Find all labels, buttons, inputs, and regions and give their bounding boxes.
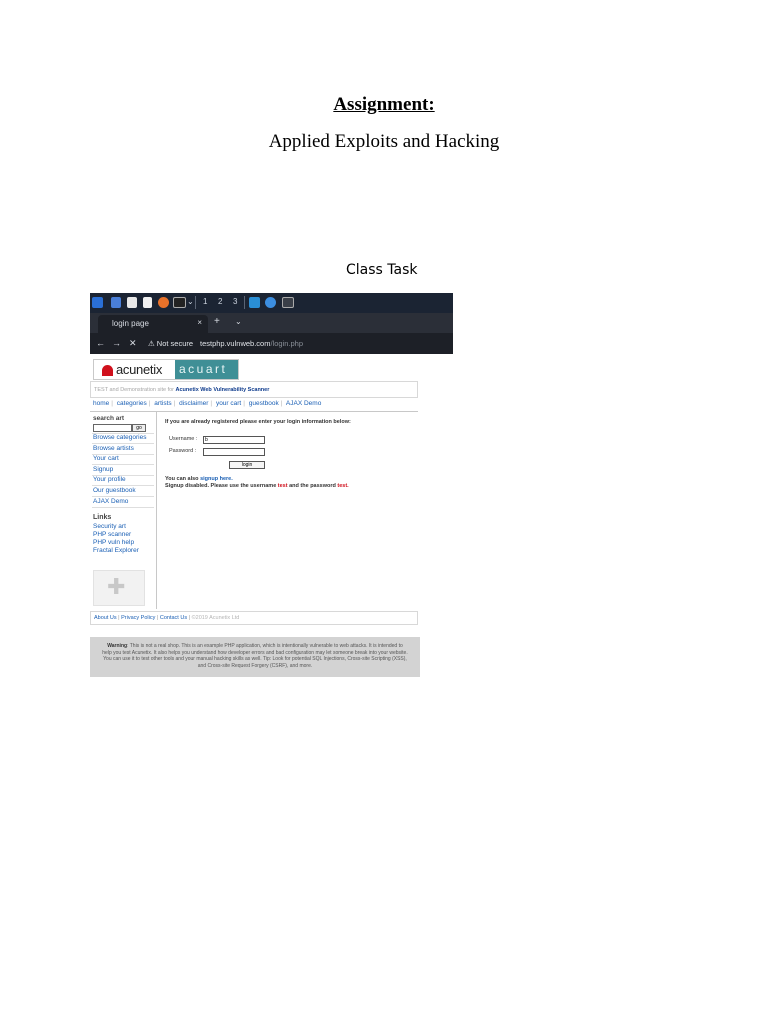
url-path: /login.php (270, 339, 303, 348)
login-message: If you are already registered please enter your login information below: (165, 419, 351, 425)
workspace-2[interactable]: 2 (218, 297, 223, 306)
tab-label: login page (112, 319, 149, 328)
logo-right-text: acuart (179, 362, 228, 376)
footer-copyright: ©2019 Acunetix Ltd (191, 615, 240, 621)
tagline-link[interactable]: Acunetix Web Vulnerability Scanner (175, 387, 270, 393)
stop-button[interactable]: ✕ (129, 338, 137, 348)
chevron-down-icon[interactable]: ⌄ (187, 297, 194, 306)
kali-menu-icon[interactable] (92, 297, 103, 308)
warning-text: : This is not a real shop. This is an example PHP application, which is intentionally vulnerable to web attacks. It is intended to help you test Acunetix. It also helps you understand how developer errors and bad configuration may let someone break into your website. You can use it to test other tools and your manual hacking skills as well. Tip: Look for potential SQL Injections, Cross-site Scripting (XSS), and Cross-site Request Forgery (CSRF), and more. (102, 643, 408, 669)
login-button[interactable]: login (229, 461, 265, 469)
test-password: test. (337, 483, 349, 489)
forward-button[interactable]: → (112, 338, 121, 348)
sidebar-item-browse-categories[interactable]: Browse categories (93, 434, 147, 441)
chromium-icon[interactable] (265, 297, 276, 308)
burp-icon[interactable] (249, 297, 260, 308)
back-button[interactable]: ← (96, 338, 105, 348)
search-input[interactable] (93, 424, 132, 432)
url-field[interactable] (200, 339, 303, 348)
username-field[interactable]: b (203, 436, 265, 444)
site-top-nav: home | categories | artists | disclaimer | your cart | guestbook | AJAX Demo (93, 400, 322, 407)
show-desktop-icon[interactable] (111, 297, 121, 308)
footer-contact-link[interactable]: Contact Us (159, 615, 188, 621)
panel-divider (244, 296, 245, 309)
web-page (90, 354, 453, 727)
warning-label: Warning (107, 643, 128, 649)
link-security-art[interactable]: Security art (93, 523, 126, 530)
site-footer: About Us | Privacy Policy | Contact Us | ©2019 Acunetix Ltd (90, 611, 418, 625)
workspace-3[interactable]: 3 (233, 297, 238, 306)
tagline-prefix: TEST and Demonstration site for (94, 387, 174, 393)
nav-disclaimer[interactable]: disclaimer (179, 400, 209, 407)
text-editor-icon[interactable] (143, 297, 152, 308)
file-manager-icon[interactable] (127, 297, 137, 308)
footer-about-link[interactable]: About Us (94, 615, 117, 621)
username-label: Username : (169, 436, 198, 442)
screenshot-tool-icon[interactable] (282, 297, 294, 308)
link-fractal-explorer[interactable]: Fractal Explorer (93, 547, 139, 554)
site-sidebar (90, 412, 157, 609)
divider (92, 464, 154, 465)
password-field[interactable] (203, 448, 265, 456)
acuart-logo (175, 360, 238, 379)
document-subtitle: Applied Exploits and Hacking (268, 131, 500, 152)
sidebar-item-browse-artists[interactable]: Browse artists (93, 445, 134, 452)
document-title: Assignment: (333, 94, 435, 115)
workspace-1[interactable]: 1 (203, 297, 208, 306)
desktop-panel (90, 293, 453, 313)
sidebar-item-ajax-demo[interactable]: AJAX Demo (93, 498, 129, 505)
new-tab-button[interactable]: + (214, 316, 220, 327)
nav-ajax-demo[interactable]: AJAX Demo (285, 400, 322, 407)
password-label: Password : (169, 448, 197, 454)
panel-divider (195, 296, 196, 309)
site-tagline (90, 381, 418, 398)
nav-artists[interactable]: artists (154, 400, 172, 407)
embedded-screenshot (90, 293, 453, 727)
sidebar-item-your-cart[interactable]: Your cart (93, 455, 119, 462)
plugin-placeholder (93, 570, 145, 606)
signup-disabled-note (165, 483, 349, 489)
acunetix-logo (94, 360, 174, 379)
divider (92, 496, 154, 497)
footer-privacy-link[interactable]: Privacy Policy (121, 615, 156, 621)
divider (92, 443, 154, 444)
sidebar-item-your-profile[interactable]: Your profile (93, 476, 126, 483)
sidebar-item-signup[interactable]: Signup (93, 466, 114, 473)
puzzle-piece-icon: ✚ (107, 574, 126, 599)
class-task-label: Class Task (346, 262, 418, 278)
link-php-vuln-help[interactable]: PHP vuln help (93, 539, 135, 546)
nav-home[interactable]: home (93, 400, 110, 407)
signup-link[interactable]: signup here. (200, 476, 233, 482)
nav-categories[interactable]: categories (116, 400, 147, 407)
url-host: testphp.vulnweb.com (200, 339, 271, 348)
browser-tab-bar (90, 313, 453, 333)
site-logo[interactable] (93, 359, 239, 380)
logo-left-text: acunetix (116, 362, 163, 377)
close-icon[interactable]: × (197, 318, 202, 327)
divider (92, 485, 154, 486)
nav-guestbook[interactable]: guestbook (248, 400, 279, 407)
search-go-button[interactable]: go (132, 424, 146, 432)
signup-hint (165, 476, 233, 482)
firefox-icon[interactable] (158, 297, 169, 308)
search-art-title: search art (93, 415, 125, 422)
links-title: Links (93, 514, 112, 521)
link-php-scanner[interactable]: PHP scanner (93, 531, 132, 538)
divider (92, 507, 154, 508)
nav-your-cart[interactable]: your cart (215, 400, 242, 407)
sidebar-item-guestbook[interactable]: Our guestbook (93, 487, 136, 494)
disabled-text-2: and the password (289, 483, 336, 489)
disabled-text-1: Signup disabled. Please use the username (165, 483, 277, 489)
browser-address-bar (90, 333, 453, 354)
tab-login-page[interactable] (98, 315, 208, 333)
terminal-icon[interactable] (173, 297, 186, 308)
test-username: test (277, 483, 288, 489)
signup-hint-text: You can also (165, 476, 199, 482)
warning-box (90, 637, 420, 677)
security-indicator[interactable]: ⚠ Not secure (148, 339, 194, 348)
tab-list-chevron-icon[interactable]: ⌄ (235, 317, 242, 326)
acunetix-logo-mark (102, 365, 113, 376)
